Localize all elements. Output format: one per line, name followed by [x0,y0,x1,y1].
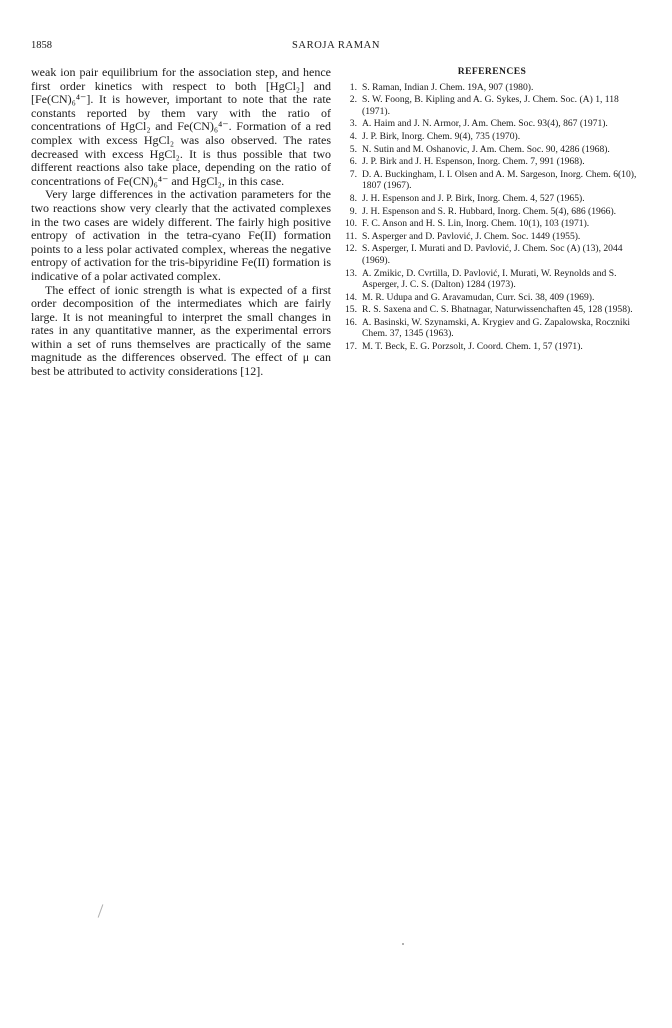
reference-number: 17. [345,341,357,353]
reference-number: 8. [349,192,357,204]
reference-number: 3. [349,118,357,130]
reference-number: 1. [349,81,357,93]
reference-item [338,82,646,94]
body-paragraph: Very large differences in the activation parameters for the two reactions show very clearly that the activated complexes in the two cases are widely different. The fairly high positive entropy of activation in the tetra-cyano Fe(II) formation points to a less polar activated complex, whereas the negative entropy of activation for the tris-bipyridine Fe(II) formation is indicative of a polar activated complex. [31,187,331,283]
reference-text: M. T. Beck, E. G. Porzsolt, J. Coord. Chem. 1, 57 (1971). [362,341,583,353]
reference-text: J. P. Birk and J. H. Espenson, Inorg. Chem. 7, 991 (1968). [362,156,585,168]
reference-text: R. S. Saxena and C. S. Bhatnagar, Naturwissenchaften 45, 128 (1958). [362,304,633,316]
scan-speck [402,943,404,945]
reference-text: J. H. Espenson and S. R. Hubbard, Inorg. Chem. 5(4), 686 (1966). [362,205,617,217]
reference-item [338,193,646,205]
references-column [338,66,646,354]
reference-text: S. Asperger and D. Pavlović, J. Chem. Soc. 1449 (1955). [362,230,581,242]
reference-text: A. Basinski, W. Szynamski, A. Krygiev and G. Zapalowska, Roczniki Chem. 37, 1345 (1963). [362,316,631,340]
reference-number: 11. [345,230,357,242]
reference-text: S. W. Foong, B. Kipling and A. G. Sykes, J. Chem. Soc. (A) 1, 118 (1971). [362,94,619,117]
reference-number: 5. [349,143,357,155]
reference-number: 6. [349,156,357,168]
body-column [31,66,331,379]
reference-number: 2. [349,94,357,106]
references-heading: REFERENCES [457,66,527,77]
reference-item [338,243,646,266]
reference-text: S. Raman, Indian J. Chem. 19A, 907 (1980). [362,81,534,93]
reference-number: 13. [345,267,357,279]
reference-text: N. Sutin and M. Oshanovic, J. Am. Chem. Soc. 90, 4286 (1968). [362,143,610,155]
reference-item [338,118,646,130]
reference-number: 16. [345,316,357,328]
reference-text: D. A. Buckingham, I. I. Olsen and A. M. Sargeson, Inorg. Chem. 6(10), 1807 (1967). [362,168,637,192]
reference-text: F. C. Anson and H. S. Lin, Inorg. Chem. 10(1), 103 (1971). [362,218,590,230]
reference-item [338,206,646,218]
reference-item [338,292,646,304]
reference-item [338,144,646,156]
reference-text: J. P. Birk, Inorg. Chem. 9(4), 735 (1970). [362,130,521,142]
reference-item [338,341,646,353]
reference-text: A. Haim and J. N. Armor, J. Am. Chem. Soc. 93(4), 867 (1971). [362,118,608,130]
reference-number: 14. [345,291,357,303]
reference-item [338,94,646,117]
reference-text: M. R. Udupa and G. Aravamudan, Curr. Sci. 38, 409 (1969). [362,291,595,303]
reference-number: 7. [349,168,357,180]
reference-number: 12. [345,243,357,255]
reference-item [338,317,646,340]
reference-number: 4. [349,130,357,142]
reference-number: 9. [349,205,357,217]
reference-number: 15. [345,304,357,316]
reference-item [338,218,646,230]
reference-text: S. Asperger, I. Murati and D. Pavlović, J. Chem. Soc (A) (13), 2044 (1969). [362,243,623,266]
body-paragraph: The effect of ionic strength is what is expected of a first order decomposition of the intermediates which are fairly large. It is not meaningful to interpret the small changes in rates in any quantitative manner, as the experimental errors within a set of runs themselves are practically of the same magnitude as the differences observed. The effect of μ can best be attributed to activity considerations [12]. [31,282,331,379]
body-paragraph: weak ion pair equilibrium for the association step, and hence first order kinetics with respect to both [HgCl₂] and [Fe(CN)₆⁴⁻]. It is however, important to note that the rate constants reported by them vary with the ratio of concentrations of HgCl₂ and Fe(CN)₆⁴⁻. Formation of a red complex with excess HgCl₂ was also observed. The rates decreased with excess HgCl₂. It is thus possible that two different reactions also take place, depending on the ratio of concentrations of Fe(CN)₆⁴⁻ and HgCl₂, in this case. [31,65,331,188]
running-head: SAROJA RAMAN [291,40,380,51]
reference-item [338,231,646,243]
reference-list [338,82,646,353]
reference-item [338,156,646,168]
reference-item [338,131,646,143]
reference-item [338,268,646,291]
page-number: 1858 [31,40,52,51]
reference-item [338,169,646,192]
scan-speck [98,904,104,917]
reference-text: A. Zmikic, D. Cvrtilla, D. Pavlović, I. Murati, W. Reynolds and S. Asperger, J. C. S. (Dalton) 1284 (1973). [362,267,617,291]
reference-text: J. H. Espenson and J. P. Birk, Inorg. Chem. 4, 527 (1965). [362,192,585,204]
reference-item [338,304,646,316]
reference-number: 10. [345,218,357,230]
